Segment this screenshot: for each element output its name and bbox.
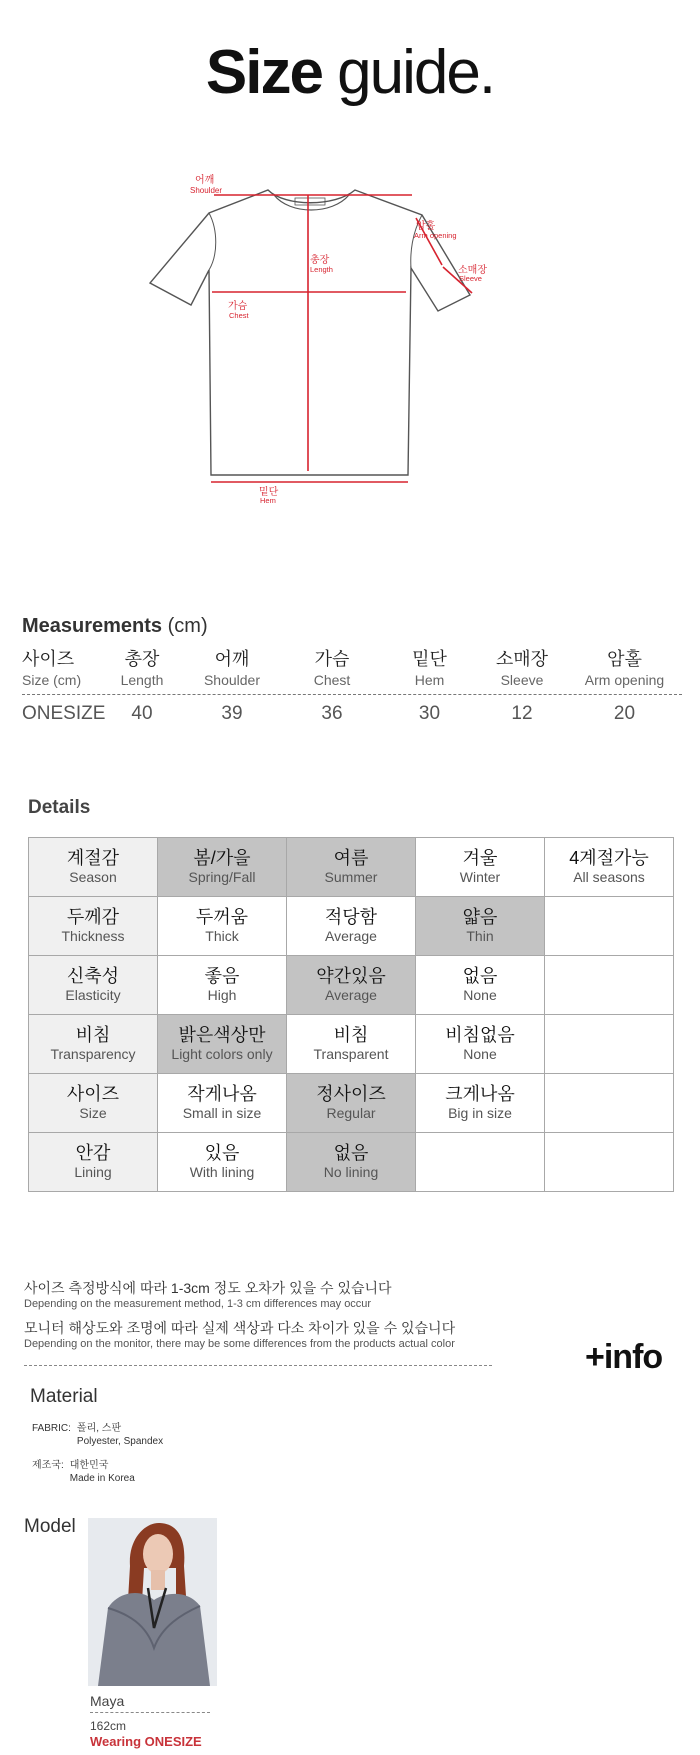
- notice-color: [24, 1320, 455, 1351]
- details-kr: 계절감: [66, 848, 120, 868]
- details-kr: 두꺼움: [195, 907, 249, 927]
- details-option: [416, 956, 545, 1015]
- details-option: [158, 897, 287, 956]
- header-en: Sleeve: [500, 672, 544, 688]
- details-option: [416, 1015, 545, 1074]
- shoulder-label-en: Shoulder: [190, 186, 223, 195]
- details-kr: 적당함: [324, 907, 378, 927]
- details-kr: 약간있음: [316, 966, 386, 986]
- arm-opening-label-kr: 암홀: [416, 221, 436, 232]
- details-kr: 두께감: [66, 907, 120, 927]
- details-kr: 봄/가을: [193, 848, 251, 868]
- details-option: [545, 956, 674, 1015]
- title-bold: Size: [205, 38, 322, 107]
- notice-kr: 사이즈 측정방식에 따라 1-3cm 정도 오차가 있을 수 있습니다: [24, 1280, 392, 1296]
- details-en: Summer: [324, 869, 378, 885]
- notice-en: Depending on the measurement method, 1-3 cm differences may occur: [24, 1298, 372, 1310]
- header-kr: 어깨: [214, 649, 250, 669]
- details-option: [545, 1015, 674, 1074]
- header-kr: 가슴: [314, 649, 350, 669]
- material-origin: [32, 1459, 135, 1485]
- details-en: Season: [69, 869, 117, 885]
- details-option: [545, 838, 674, 897]
- details-label-cell: [29, 1074, 158, 1133]
- measurements-unit: (cm): [167, 615, 208, 637]
- details-kr: 없음: [462, 966, 498, 986]
- details-row: [29, 897, 674, 956]
- details-en: All seasons: [573, 869, 645, 885]
- details-option-selected: [287, 1074, 416, 1133]
- header-kr: 암홀: [607, 649, 642, 669]
- header-en: Arm opening: [584, 672, 665, 688]
- header-kr: 소매장: [495, 649, 549, 669]
- measurements-header-cell: [567, 648, 682, 690]
- notice-en: Depending on the monitor, there may be some differences from the products actual color: [24, 1338, 455, 1350]
- details-kr: 신축성: [66, 966, 120, 986]
- details-row: [29, 956, 674, 1015]
- details-kr: 비침: [333, 1025, 369, 1045]
- origin-key: 제조국:: [32, 1460, 64, 1471]
- details-en: Average: [325, 987, 377, 1003]
- details-kr: 여름: [333, 848, 369, 868]
- measurements-value-cell: 12: [511, 703, 533, 724]
- details-row: [29, 1133, 674, 1192]
- tshirt-size-diagram: [150, 175, 540, 565]
- details-row: [29, 1015, 674, 1074]
- details-option-selected: [158, 1015, 287, 1074]
- material-title: Material: [30, 1386, 98, 1407]
- details-en: Average: [325, 928, 377, 944]
- details-row: [29, 1074, 674, 1133]
- details-option: [158, 956, 287, 1015]
- details-label-cell: [29, 1015, 158, 1074]
- fabric-value: [77, 1422, 163, 1448]
- details-label-cell: [29, 1133, 158, 1192]
- model-name: Maya: [90, 1693, 125, 1709]
- details-kr: 밝은색상만: [178, 1025, 266, 1045]
- details-option-selected: [416, 897, 545, 956]
- details-option-selected: [158, 838, 287, 897]
- details-option: [416, 1133, 545, 1192]
- header-kr: 총장: [124, 649, 160, 669]
- material-fabric: [32, 1422, 163, 1448]
- measurements-value-cell: 39: [221, 703, 243, 724]
- details-option-selected: [287, 838, 416, 897]
- details-row: [29, 838, 674, 897]
- details-kr: 없음: [333, 1143, 369, 1163]
- details-en: Thickness: [61, 928, 125, 944]
- details-option-selected: [287, 1133, 416, 1192]
- details-kr: 크게나옴: [445, 1084, 515, 1104]
- header-kr: 밑단: [412, 649, 447, 669]
- model-height: 162cm: [90, 1719, 127, 1733]
- header-en: Size (cm): [22, 672, 82, 688]
- measurements-value-cell: 40: [131, 703, 153, 724]
- title-light: guide.: [321, 38, 495, 107]
- details-en: None: [463, 987, 497, 1003]
- details-en: Thin: [466, 928, 494, 944]
- measurements-title: [22, 615, 208, 638]
- fabric-kr: 폴리, 스판: [76, 1423, 122, 1434]
- chest-label-en: Chest: [229, 311, 249, 320]
- header-en: Chest: [313, 672, 351, 688]
- fabric-en: Polyester, Spandex: [76, 1436, 164, 1447]
- details-kr: 작게나옴: [187, 1084, 257, 1104]
- details-en: Light colors only: [171, 1046, 273, 1062]
- measurements-header-cell: [282, 648, 382, 690]
- model-neck: [151, 1570, 165, 1590]
- details-kr: 사이즈: [66, 1084, 120, 1104]
- details-option: [287, 897, 416, 956]
- measurements-header-cell: [477, 648, 567, 690]
- details-en: Transparent: [313, 1046, 389, 1062]
- details-kr: 겨울: [462, 848, 498, 868]
- fabric-key: FABRIC:: [32, 1423, 71, 1434]
- details-kr: 비침: [75, 1025, 111, 1045]
- details-label-cell: [29, 956, 158, 1015]
- details-kr: 있음: [204, 1143, 240, 1163]
- notice-kr: 모니터 해상도와 조명에 따라 실제 색상과 다소 차이가 있을 수 있습니다: [24, 1320, 456, 1336]
- measurements-header-row: [22, 648, 682, 690]
- sleeve-label-kr: 소매장: [458, 265, 487, 276]
- model-photo-illustration: [88, 1518, 217, 1686]
- page-title: [0, 38, 700, 107]
- details-kr: 얇음: [462, 907, 498, 927]
- hem-label-kr: 밑단: [259, 487, 279, 498]
- measurements-row: [22, 695, 682, 725]
- details-en: Lining: [74, 1164, 112, 1180]
- notice-measurement: [24, 1280, 392, 1311]
- details-en: With lining: [189, 1164, 255, 1180]
- details-kr: 정사이즈: [316, 1084, 386, 1104]
- measurements-table: [22, 648, 682, 725]
- header-kr: 사이즈: [22, 649, 75, 669]
- details-en: Small in size: [182, 1105, 262, 1121]
- shoulder-label-kr: 어깨: [195, 175, 215, 186]
- details-en: Regular: [326, 1105, 376, 1121]
- origin-value: [70, 1459, 135, 1485]
- measurements-size-cell: ONESIZE: [22, 703, 106, 724]
- model-top: [98, 1593, 210, 1686]
- details-option: [158, 1074, 287, 1133]
- measurements-header-cell: [182, 648, 282, 690]
- details-label-cell: [29, 897, 158, 956]
- measurements-value-cell: 30: [418, 703, 441, 724]
- plus-info-logo: +info: [585, 1338, 663, 1376]
- chest-label-kr: 가슴: [228, 301, 248, 312]
- model-face: [143, 1534, 173, 1574]
- details-table: [28, 837, 674, 1192]
- hem-label-en: Hem: [260, 496, 276, 505]
- measurements-header-cell: [22, 648, 102, 690]
- details-en: No lining: [323, 1164, 379, 1180]
- details-kr: 안감: [75, 1143, 111, 1163]
- length-label-en: Length: [310, 265, 333, 274]
- measurements-header-cell: [382, 648, 477, 690]
- details-en: High: [207, 987, 237, 1003]
- arm-opening-label-en: Arm opening: [414, 231, 457, 240]
- details-option: [416, 1074, 545, 1133]
- sleeve-label-en: Sleeve: [459, 274, 482, 283]
- origin-kr: 대한민국: [69, 1460, 109, 1471]
- measurements-header-cell: [102, 648, 182, 690]
- details-en: Winter: [459, 869, 501, 885]
- origin-en: Made in Korea: [69, 1473, 135, 1484]
- details-en: Transparency: [50, 1046, 136, 1062]
- header-en: Hem: [414, 672, 445, 688]
- details-en: Big in size: [448, 1105, 512, 1121]
- details-option: [416, 838, 545, 897]
- header-en: Shoulder: [203, 672, 261, 688]
- details-kr: 좋음: [204, 966, 240, 986]
- details-kr: 4계절가능: [569, 848, 649, 868]
- model-photo: [88, 1518, 217, 1686]
- model-title: Model: [24, 1516, 76, 1537]
- measurements-value-cell: 20: [613, 703, 636, 724]
- details-kr: 비침없음: [445, 1025, 515, 1045]
- details-en: Size: [79, 1105, 107, 1121]
- details-en: Thick: [205, 928, 239, 944]
- notice-divider: [24, 1365, 492, 1366]
- details-option: [158, 1133, 287, 1192]
- details-en: None: [463, 1046, 497, 1062]
- model-divider: [90, 1712, 210, 1713]
- details-label-cell: [29, 838, 158, 897]
- details-title: Details: [28, 797, 91, 818]
- length-label-kr: 총장: [310, 255, 330, 266]
- details-option: [545, 1133, 674, 1192]
- details-option-selected: [287, 956, 416, 1015]
- details-en: Elasticity: [65, 987, 121, 1003]
- details-option: [545, 897, 674, 956]
- details-en: Spring/Fall: [188, 869, 256, 885]
- model-wearing: Wearing ONESIZE: [90, 1734, 202, 1749]
- details-option: [545, 1074, 674, 1133]
- header-en: Length: [120, 672, 164, 688]
- measurements-title-bold: Measurements: [22, 615, 163, 637]
- measurements-value-cell: 36: [321, 703, 343, 724]
- details-option: [287, 1015, 416, 1074]
